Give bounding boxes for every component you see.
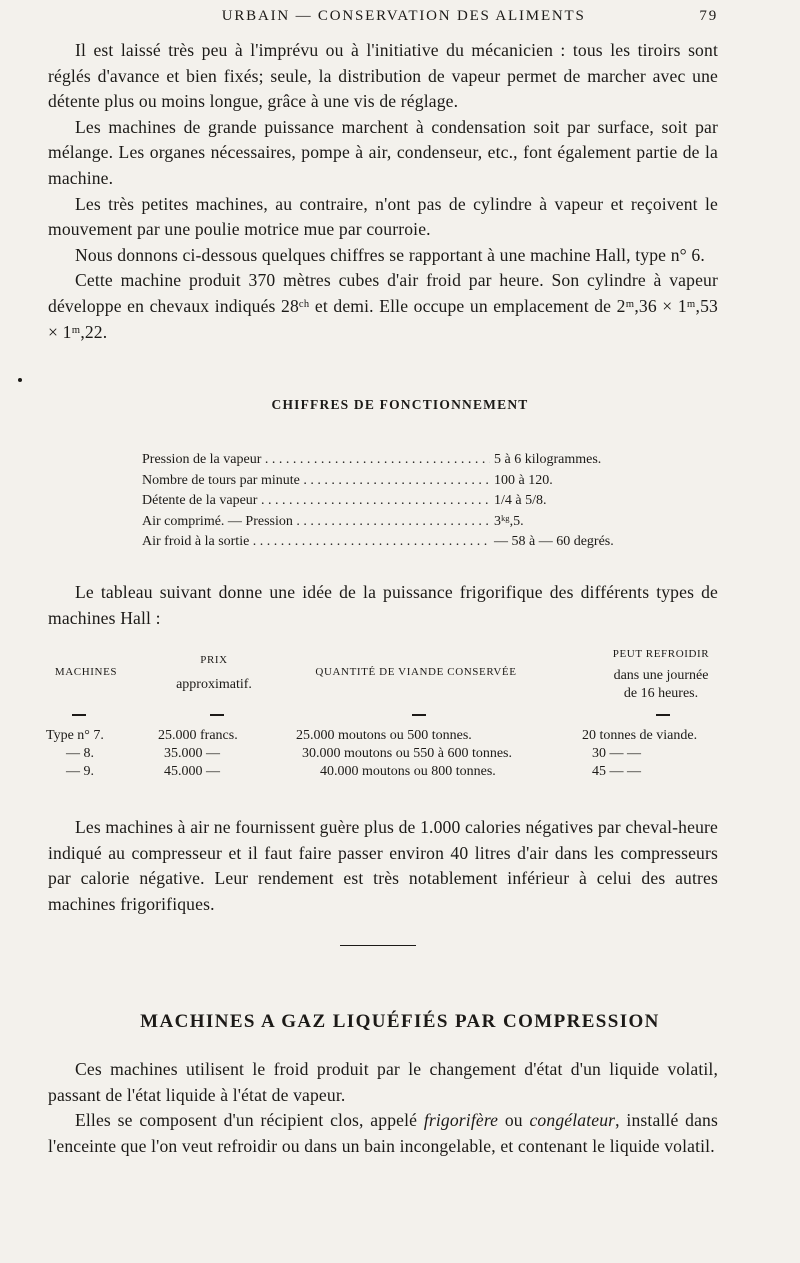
cell-machine: — 9. [66, 764, 94, 779]
table-row [46, 764, 752, 782]
spec-value: 3ᵏᵍ,5. [494, 513, 524, 529]
column-header-refroidir-sub: de 16 heures. [623, 686, 699, 701]
cell-machine: — 8. [66, 746, 94, 761]
margin-mark [18, 378, 22, 382]
column-header-refroidir-sub: dans une journée [613, 668, 709, 683]
spec-label: Air comprimé. — Pression . . . [142, 512, 490, 533]
text-run: Elles se composent d'un récipient clos, appelé [75, 1110, 424, 1131]
spec-label: Nombre de tours par minute . . . [142, 471, 490, 492]
paragraph: Les machines de grande puissance marchent à condensation soit par surface, soit par mélange. Les organes nécessaires, pompe à air, condenseur, etc., font également partie de la machine. [48, 116, 718, 188]
table-intro: Le tableau suivant donne une idée de la puissance frigorifique des différents types de machines Hall : [48, 582, 718, 628]
cell-machine: Type n° 7. [46, 728, 104, 743]
term-frigorifere: frigorifère [423, 1110, 499, 1131]
column-header-machines: MACHINES [54, 666, 118, 678]
chapter-body [48, 1057, 718, 1159]
cell-prix: 35.000 — [164, 746, 220, 761]
spec-label: Air froid à la sortie . . . [142, 532, 490, 553]
term-congelateur: congélateur [529, 1110, 616, 1131]
spec-value: 5 à 6 kilogrammes. [494, 452, 602, 467]
dash [210, 714, 224, 716]
paragraph: Nous donnons ci-dessous quelques chiffres se rapportant à une machine Hall, type n° 6. [75, 244, 705, 265]
paragraph: Il est laissé très peu à l'imprévu ou à l'initiative du mécanicien : tous les tiroirs sont réglés d'avance et bien fixés; seule, la distribution de vapeur permet de marcher avec une détente plus ou moins longue, grâce à une vis de réglage. [48, 40, 718, 112]
cell-prix: 25.000 francs. [158, 728, 238, 743]
column-header-prix-sub: approximatif. [176, 677, 252, 692]
column-header-quantite: QUANTITÉ DE VIANDE CONSERVÉE [315, 666, 517, 678]
chapter-heading: MACHINES A GAZ LIQUÉFIÉS PAR COMPRESSION [140, 1011, 660, 1032]
paragraph: Ces machines utilisent le froid produit par le changement d'état d'un liquide volatil, passant de l'état liquide à l'état de vapeur. [48, 1059, 718, 1105]
text-run: , installé dans l'enceinte que l'on veut refroidir ou dans un bain incongelable, et contenant le liquide volatil. [48, 1110, 718, 1156]
header-separator [46, 714, 752, 716]
paragraph: Les machines à air ne fournissent guère plus de 1.000 calories négatives par cheval-heure indiqué au compresseur et il faut faire passer environ 40 litres d'air dans les compresseurs par calorie négative. Leur rendement est très notablement inférieur à celui des autres machines frigorifiques. [48, 817, 718, 914]
dash [656, 714, 670, 716]
spec-value: 100 à 120. [494, 472, 553, 488]
section-heading: CHIFFRES DE FONCTIONNEMENT [271, 397, 529, 412]
dash [412, 714, 426, 716]
column-header-refroidir: PEUT REFROIDIR [612, 648, 710, 660]
running-head-title: URBAIN — CONSERVATION DES ALIMENTS [221, 8, 586, 24]
text-run: ou [498, 1110, 530, 1131]
cell-quantite: 40.000 moutons ou 800 tonnes. [320, 764, 496, 779]
dash [72, 714, 86, 716]
closing-paragraph-block [48, 815, 718, 917]
paragraph [48, 1108, 718, 1159]
cell-prix: 45.000 — [164, 764, 220, 779]
cell-refroidir: 45 — — [592, 764, 641, 779]
paragraph: Les très petites machines, au contraire, n'ont pas de cylindre à vapeur et reçoivent le mouvement par une poulie motrice mue par courroie. [48, 193, 718, 240]
cell-quantite: 30.000 moutons ou 550 à 600 tonnes. [302, 746, 512, 761]
table-row [46, 746, 752, 764]
spec-label: Pression de la vapeur . . . [142, 450, 490, 471]
cell-refroidir: 20 tonnes de viande. [582, 728, 698, 743]
spec-value: 1/4 à 5/8. [494, 493, 547, 508]
page-number: 79 [699, 8, 718, 24]
spec-label: Détente de la vapeur . . . [142, 491, 490, 512]
paragraph: Cette machine produit 370 mètres cubes d'air froid par heure. Son cylindre à vapeur développe en chevaux indiqués 28ᶜʰ et demi. Elle occupe un emplacement de 2ᵐ,36 × 1ᵐ,53 × 1ᵐ,22. [48, 270, 718, 342]
column-header-prix: PRIX [200, 654, 228, 666]
cell-refroidir: 30 — — [592, 746, 641, 761]
table-row [46, 728, 752, 746]
section-divider [340, 945, 416, 946]
spec-value: — 58 à — 60 degrés. [494, 534, 614, 549]
cell-quantite: 25.000 moutons ou 500 tonnes. [296, 728, 472, 743]
